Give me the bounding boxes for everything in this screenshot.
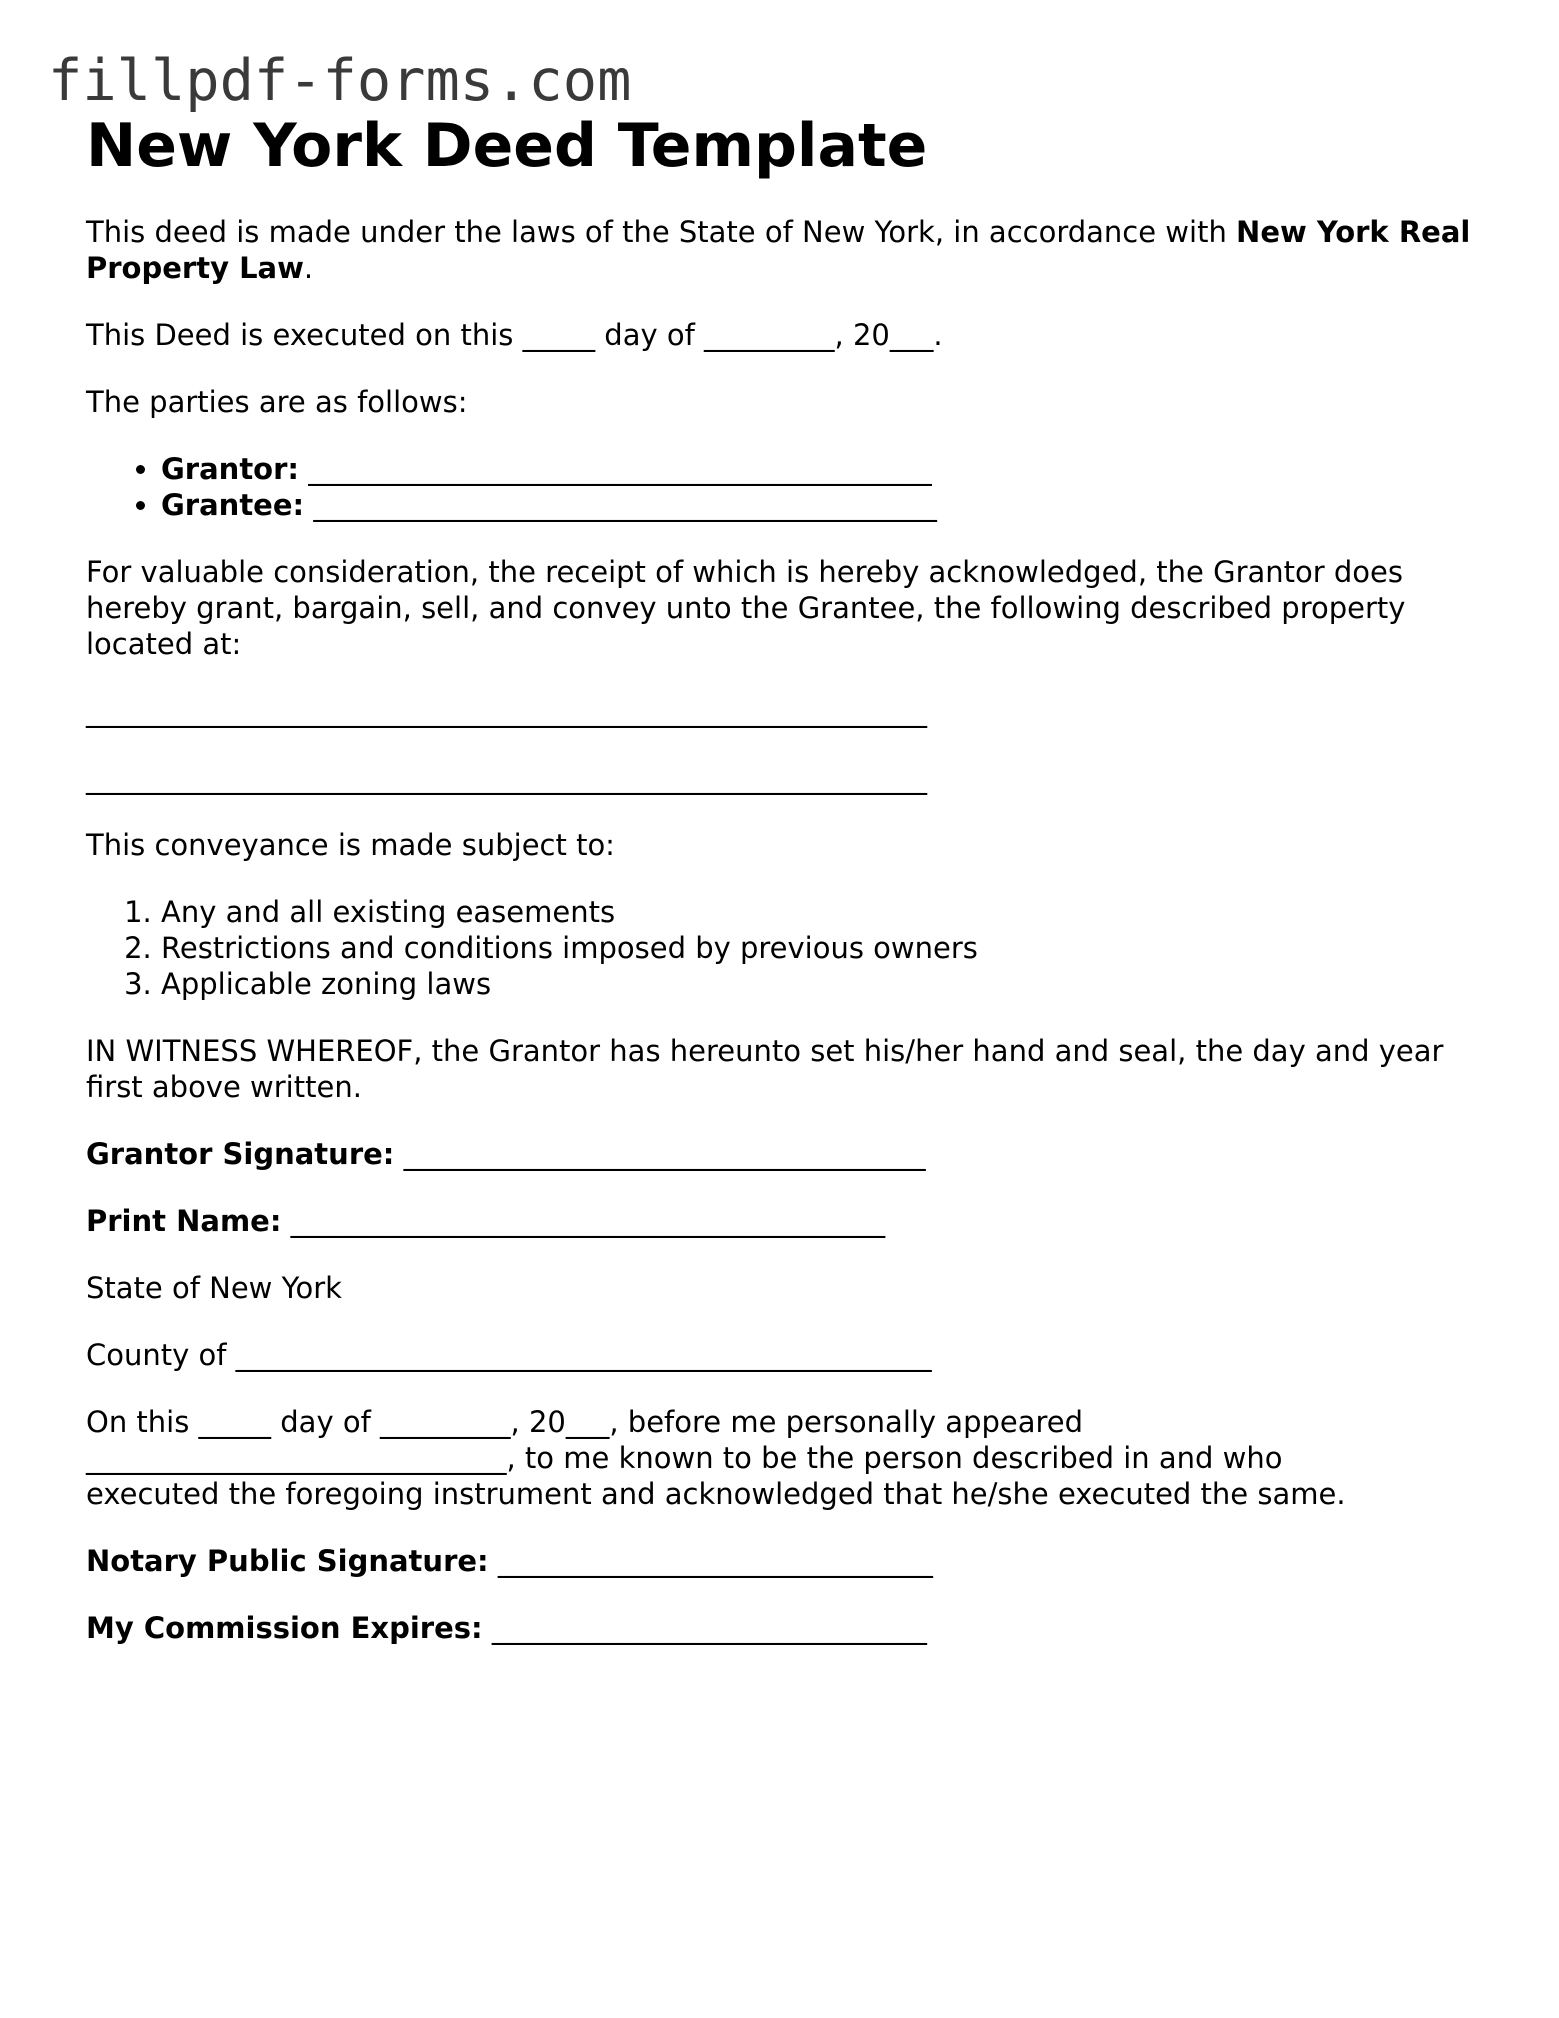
- acknowledgment-line-2: _____________________________, to me known to be the person described in and who: [86, 1441, 1283, 1475]
- watermark: fillpdf-forms.com: [48, 48, 632, 114]
- state-line: State of New York: [86, 1271, 342, 1305]
- grantor-signature-line: [86, 1136, 1486, 1172]
- subject-item: 1. Any and all existing easements: [161, 894, 1486, 930]
- document-page: [86, 108, 1486, 1646]
- intro-paragraph: [86, 214, 1486, 286]
- commission-expires-field[interactable]: ______________________________: [491, 1611, 927, 1645]
- grantor-signature-field[interactable]: ____________________________________: [403, 1137, 926, 1171]
- commission-expires-line: [86, 1610, 1486, 1646]
- notary-signature-label: Notary Public Signature:: [86, 1544, 489, 1578]
- grantor-label: Grantor:: [161, 452, 300, 486]
- notary-signature-field[interactable]: ______________________________: [497, 1544, 933, 1578]
- property-line-1[interactable]: __________________________________________________________: [86, 694, 927, 728]
- grantee-item: [161, 487, 1486, 523]
- grantee-label: Grantee:: [161, 488, 305, 522]
- acknowledgment-line-3: executed the foregoing instrument and acknowledged that he/she executed the same.: [86, 1477, 1346, 1511]
- grantee-field[interactable]: ___________________________________________: [313, 488, 937, 522]
- print-name-label: Print Name:: [86, 1204, 282, 1238]
- execution-line: This Deed is executed on this _____ day of _________, 20___.: [86, 318, 943, 352]
- parties-intro: The parties are as follows:: [86, 385, 468, 419]
- print-name-field[interactable]: _________________________________________: [290, 1204, 886, 1238]
- conveyance-paragraph: For valuable consideration, the receipt of which is hereby acknowledged, the Grantor does hereby grant, bargain, sell, and convey unto the Grantee, the following described property located at:: [86, 555, 1406, 661]
- witness-paragraph: IN WITNESS WHEREOF, the Grantor has hereunto set his/her hand and seal, the day and year first above written.: [86, 1034, 1444, 1104]
- commission-expires-label: My Commission Expires:: [86, 1611, 483, 1645]
- acknowledgment-line-1: On this _____ day of _________, 20___, before me personally appeared: [86, 1405, 1084, 1439]
- grantor-item: [161, 451, 1486, 487]
- grantor-signature-label: Grantor Signature:: [86, 1137, 395, 1171]
- acknowledgment-paragraph: [86, 1404, 1486, 1512]
- intro-text-end: .: [303, 251, 314, 285]
- property-line-2[interactable]: __________________________________________________________: [86, 761, 927, 795]
- subject-list: [86, 894, 1486, 1002]
- subject-item: 3. Applicable zoning laws: [161, 966, 1486, 1002]
- law-name: New York Real Property Law: [86, 215, 1471, 285]
- parties-list: [86, 451, 1486, 523]
- county-line[interactable]: County of ________________________________________________: [86, 1338, 932, 1372]
- subject-intro: This conveyance is made subject to:: [86, 828, 615, 862]
- intro-text: This deed is made under the laws of the State of New York, in accordance with: [86, 215, 1237, 249]
- grantor-field[interactable]: ___________________________________________: [308, 452, 932, 486]
- notary-signature-line: [86, 1543, 1486, 1579]
- print-name-line: [86, 1203, 1486, 1239]
- page-title: New York Deed Template: [86, 111, 928, 181]
- subject-item: 2. Restrictions and conditions imposed by previous owners: [161, 930, 1486, 966]
